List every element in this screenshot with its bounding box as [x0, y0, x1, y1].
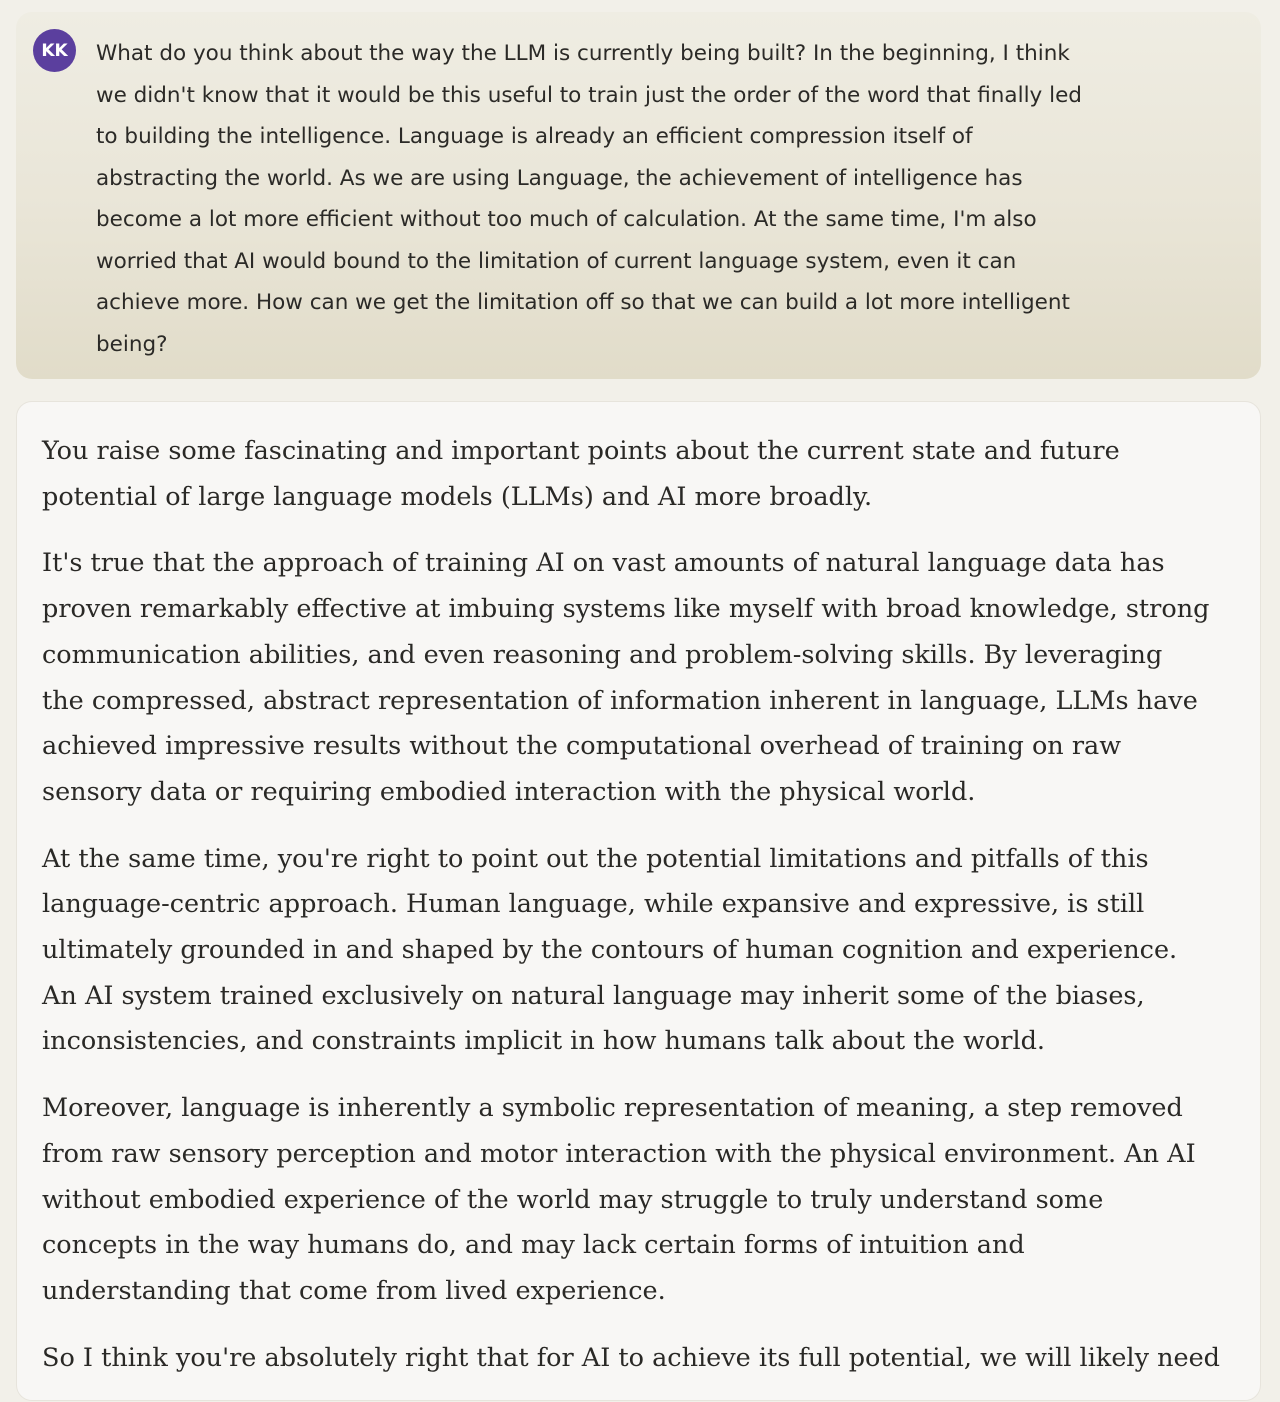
assistant-paragraph-5: So I think you're absolutely right that for AI to achieve its full potential, we will likely need — [42, 1342, 1221, 1373]
assistant-paragraph-4: Moreover, language is inherently a symbolic representation of meaning, a step removed from raw sensory perception and motor interaction with the physical environment. An AI without embodied experience of the world may struggle to truly understand some concepts in the way humans do, and may lack certain forms of intuition and understanding that come from lived experience. — [42, 1093, 1196, 1306]
user-message-text: What do you think about the way the LLM is currently being built? In the beginning, I think we didn't know that it would be this useful to train just the order of the word that finally led to building the intelligence. Language is already an efficient compression itself of abstracting the world. As we are using Language, the achievement of intelligence has become a lot more efficient without too much of calculation. At the same time, I'm also worried that AI would bound to the limitation of current language system, even it can achieve more. How can we get the limitation off so that we can build a lot more intelligent being? — [96, 41, 1082, 357]
assistant-message-card — [16, 401, 1261, 1401]
assistant-message-body — [42, 429, 1232, 1402]
assistant-paragraph-2: It's true that the approach of training AI on vast amounts of natural language data has proven remarkably effective at imbuing systems like myself with broad knowledge, strong communication abilities, and even reasoning and problem-solving skills. By leveraging the compressed, abstract representation of information inherent in language, LLMs have achieved impressive results without the computational overhead of training on raw sensory data or requiring embodied interaction with the physical world. — [42, 548, 1210, 807]
assistant-paragraph-1: You raise some fascinating and important points about the current state and future potential of large language models (LLMs) and AI more broadly. — [42, 436, 1120, 512]
assistant-paragraph-3: At the same time, you're right to point out the potential limitations and pitfalls of this language-centric approach. Human language, while expansive and expressive, is still ultimately grounded in and shaped by the contours of human cognition and experience. An AI system trained exclusively on natural language may inherit some of the biases, inconsistencies, and constraints implicit in how humans talk about the world. — [42, 843, 1178, 1057]
user-message-card — [16, 12, 1261, 379]
user-avatar: KK — [33, 29, 76, 72]
